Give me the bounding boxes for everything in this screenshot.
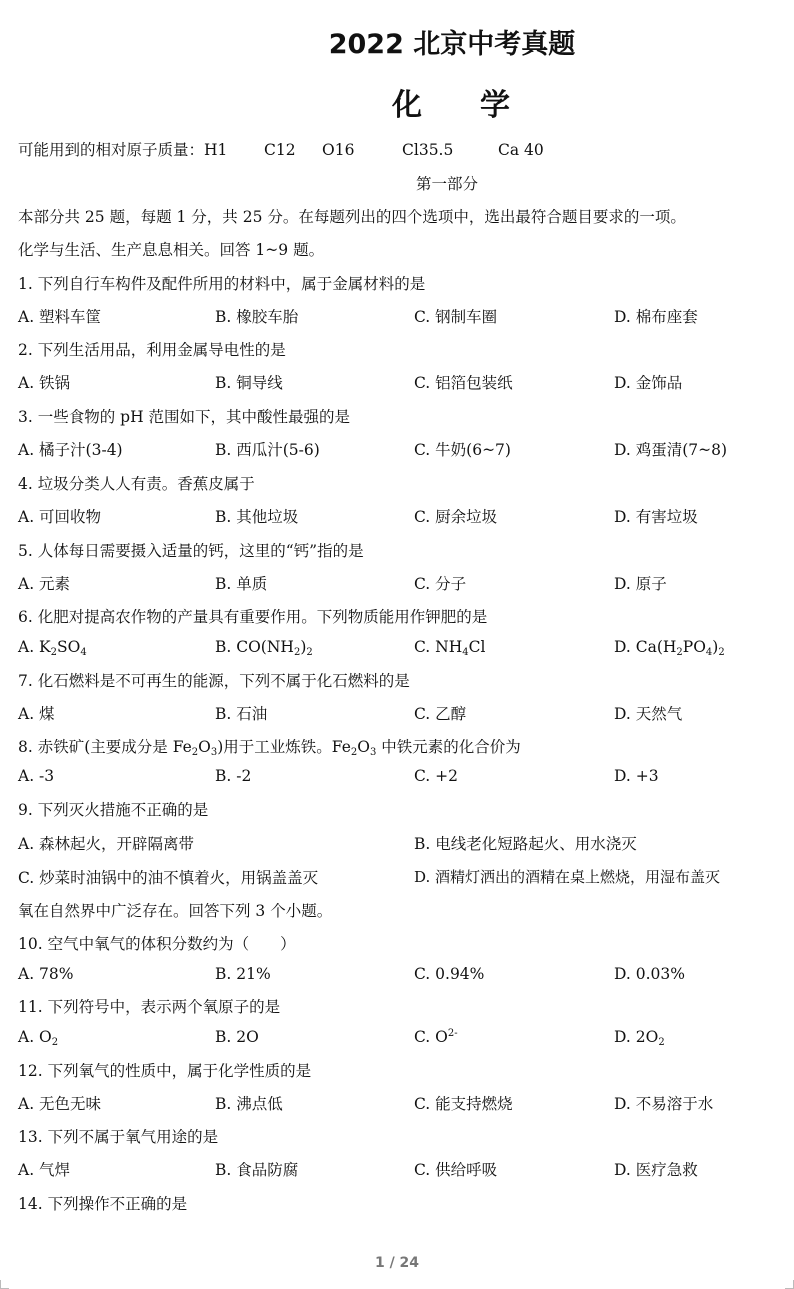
q10-option-d[interactable]: D. 0.03% [614, 965, 685, 983]
q1-option-d[interactable]: D. 棉布座套 [614, 308, 698, 326]
q13-option-c[interactable]: C. 供给呼吸 [414, 1161, 498, 1179]
q6-option-c[interactable]: C. $NH_4Cl$ [414, 638, 486, 658]
question-3: 3. 一些食物的 pH 范围如下，其中酸性最强的是 [18, 408, 351, 426]
subject-title: 化 学 [392, 88, 512, 123]
q5-option-c[interactable]: C. 分子 [414, 575, 467, 593]
q8-option-c[interactable]: C. +2 [414, 767, 459, 785]
q12-option-c[interactable]: C. 能支持燃烧 [414, 1095, 513, 1113]
q9-option-c[interactable]: C. 炒菜时油锅中的油不慎着火，用锅盖盖灭 [18, 869, 319, 887]
question-5: 5. 人体每日需要摄入适量的钙，这里的“钙”指的是 [18, 542, 364, 560]
q9-option-b[interactable]: B. 电线老化短路起火、用水浇灭 [414, 835, 637, 853]
q7-option-b[interactable]: B. 石油 [215, 705, 268, 723]
q3-option-a[interactable]: A. 橘子汁(3-4) [18, 441, 123, 459]
q7-option-d[interactable]: D. 天然气 [614, 705, 683, 723]
q5-option-d[interactable]: D. 原子 [614, 575, 667, 593]
q12-option-d[interactable]: D. 不易溶于水 [614, 1095, 714, 1113]
q3-option-c[interactable]: C. 牛奶(6~7) [414, 441, 511, 459]
q6-option-b[interactable]: B. $CO(NH_2)_2$ [215, 638, 313, 658]
q2-option-d[interactable]: D. 金饰品 [614, 374, 683, 392]
q4-option-d[interactable]: D. 有害垃圾 [614, 508, 698, 526]
q13-option-a[interactable]: A. 气焊 [18, 1161, 71, 1179]
question-9: 9. 下列灭火措施不正确的是 [18, 801, 209, 819]
q9-option-a[interactable]: A. 森林起火，开辟隔离带 [18, 835, 195, 853]
question-4: 4. 垃圾分类人人有责。香蕉皮属于 [18, 475, 255, 493]
question-12: 12. 下列氧气的性质中，属于化学性质的是 [18, 1062, 312, 1080]
q4-option-a[interactable]: A. 可回收物 [18, 508, 102, 526]
q5-option-b[interactable]: B. 单质 [215, 575, 268, 593]
q7-option-a[interactable]: A. 煤 [18, 705, 55, 723]
page-number: 1 / 24 [374, 1255, 420, 1271]
page-title: 2022 北京中考真题 [328, 29, 576, 60]
question-2: 2. 下列生活用品，利用金属导电性的是 [18, 341, 286, 359]
question-11: 11. 下列符号中，表示两个氧原子的是 [18, 998, 281, 1016]
page-corner-mark-left [0, 1280, 9, 1289]
group-intro-2: 氧在自然界中广泛存在。回答下列 3 个小题。 [18, 902, 333, 920]
q2-option-a[interactable]: A. 铁锅 [18, 374, 71, 392]
q3-option-d[interactable]: D. 鸡蛋清(7~8) [614, 441, 728, 459]
atomic-masses: 可能用到的相对原子质量：H1 C12 O16 Cl35.5 Ca 40 [18, 141, 544, 159]
q1-option-b[interactable]: B. 橡胶车胎 [215, 308, 299, 326]
question-6: 6. 化肥对提高农作物的产量具有重要作用。下列物质能用作钾肥的是 [18, 608, 488, 626]
q4-option-c[interactable]: C. 厨余垃圾 [414, 508, 498, 526]
section-heading: 第一部分 [415, 175, 478, 193]
q9-option-d[interactable]: D. 酒精灯洒出的酒精在桌上燃烧，用湿布盖灭 [414, 868, 721, 886]
question-7: 7. 化石燃料是不可再生的能源，下列不属于化石燃料的是 [18, 672, 410, 690]
q8-option-a[interactable]: A. -3 [18, 767, 55, 785]
q13-option-b[interactable]: B. 食品防腐 [215, 1161, 299, 1179]
q12-option-b[interactable]: B. 沸点低 [215, 1095, 283, 1113]
q10-option-b[interactable]: B. 21% [215, 965, 271, 983]
group-intro-1: 化学与生活、生产息息相关。回答 1~9 题。 [18, 241, 325, 259]
q1-option-c[interactable]: C. 钢制车圈 [414, 308, 498, 326]
q4-option-b[interactable]: B. 其他垃圾 [215, 508, 299, 526]
q12-option-a[interactable]: A. 无色无味 [18, 1095, 102, 1113]
question-1: 1. 下列自行车构件及配件所用的材料中，属于金属材料的是 [18, 275, 426, 293]
section-intro: 本部分共 25 题，每题 1 分，共 25 分。在每题列出的四个选项中，选出最符合题目要求的一项。 [18, 208, 686, 226]
q5-option-a[interactable]: A. 元素 [18, 575, 71, 593]
q2-option-b[interactable]: B. 铜导线 [215, 374, 283, 392]
q8-option-d[interactable]: D. +3 [614, 767, 659, 785]
q3-option-b[interactable]: B. 西瓜汁(5-6) [215, 441, 320, 459]
q11-option-c[interactable]: C. $O^{2-}$ [414, 1028, 458, 1046]
q1-option-a[interactable]: A. 塑料车筐 [18, 308, 102, 326]
q11-option-a[interactable]: A. $O_2$ [18, 1028, 59, 1048]
q10-option-a[interactable]: A. 78% [18, 965, 74, 983]
question-8: 8. 赤铁矿(主要成分是 $Fe_2O_3$)用于工业炼铁。$Fe_2O_3$ 中铁元素的化合价为 [18, 738, 521, 758]
q10-option-c[interactable]: C. 0.94% [414, 965, 485, 983]
question-13: 13. 下列不属于氧气用途的是 [18, 1128, 219, 1146]
q11-option-d[interactable]: D. $2O_2$ [614, 1028, 665, 1048]
q13-option-d[interactable]: D. 医疗急救 [614, 1161, 698, 1179]
q2-option-c[interactable]: C. 铝箔包装纸 [414, 374, 513, 392]
page-corner-mark-right [785, 1280, 794, 1289]
q8-option-b[interactable]: B. -2 [215, 767, 252, 785]
question-14: 14. 下列操作不正确的是 [18, 1195, 188, 1213]
q7-option-c[interactable]: C. 乙醇 [414, 705, 467, 723]
q11-option-b[interactable]: B. 2O [215, 1028, 259, 1046]
q6-option-a[interactable]: A. $K_2SO_4$ [18, 638, 87, 658]
q6-option-d[interactable]: D. $Ca(H_2PO_4)_2$ [614, 638, 725, 658]
question-10: 10. 空气中氧气的体积分数约为（ ） [18, 935, 296, 953]
